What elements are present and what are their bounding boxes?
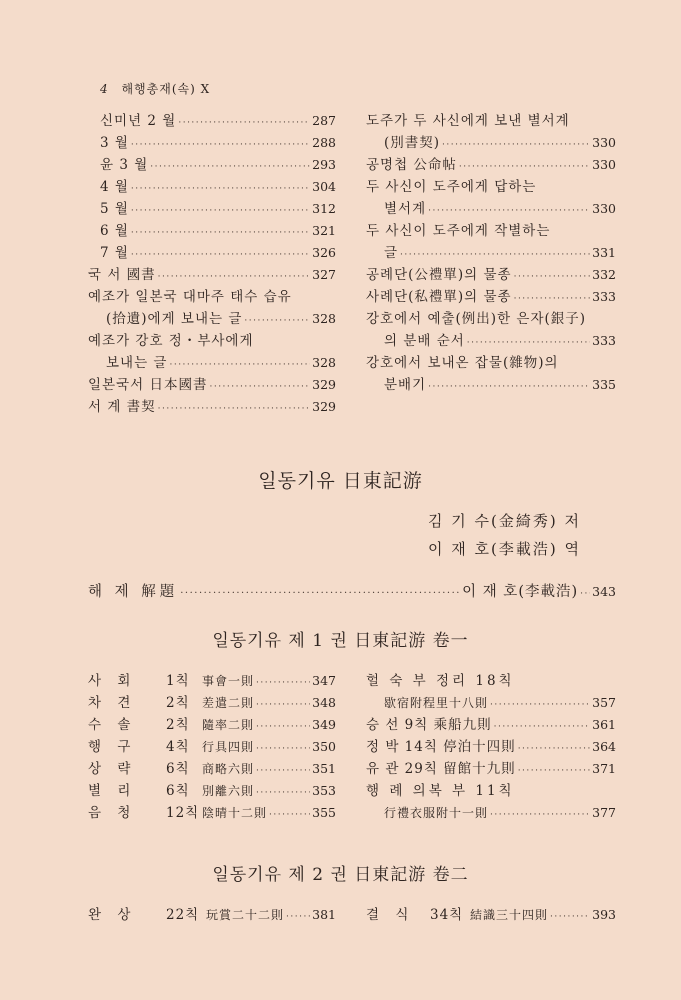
toc-entry: 서 계 書契 ····· 329 [88,396,336,418]
volume1-left-column [88,670,336,824]
volume2-title: 일동기유 제 2 권 日東記游 卷二 [212,865,469,885]
intro-entry: 해 제 解題 ····· 이 재 호(李載浩) ····· 343 [88,580,616,601]
toc-entry: 공례단(公禮單)의 물종 ····· 332 [366,264,616,286]
toc-entry-continued: 분배기 ····· 335 [366,374,616,396]
chapter-entry-continued: 行禮衣服附十一則 ····· 377 [366,802,616,824]
series-title: 해행총재(속) X [121,82,211,96]
volume2-right-column [366,904,616,926]
toc-entry: 강호에서 예출(例出)한 은자(銀子) [366,311,587,327]
toc-entry: 국 서 國書 ····· 327 [88,264,336,286]
toc-entry: 7 월 ····· 326 [88,242,336,264]
toc-entry: 3 월 ····· 288 [88,132,336,154]
toc-entry-continued: 글 ····· 331 [366,242,616,264]
toc-entry: 사례단(私禮單)의 물종 ····· 333 [366,286,616,308]
toc-entry-continued: (別書契) ····· 330 [366,132,616,154]
toc-entry: 일본국서 日本國書 ····· 329 [88,374,336,396]
translator-line: 이 재 호(李載浩) 역 [428,540,581,558]
chapter-entry: 차 견 2칙 差遣二則 ····· 348 [88,692,336,714]
toc-entry: 도주가 두 사신에게 보낸 별서계 [366,113,570,129]
chapter-entry: 완 상 22칙 玩賞二十二則 ····· 381 [88,904,336,926]
page-number: 4 [100,82,109,96]
chapter-entry: 승 선 9칙 乘船九則 ····· 361 [366,714,616,736]
running-header [100,80,210,97]
toc-entry-continued: 별서계 ····· 330 [366,198,616,220]
toc-entry: 공명첩 公命帖 ····· 330 [366,154,616,176]
toc-entry: 윤 3 월 ····· 293 [88,154,336,176]
toc-entry: 예조가 일본국 대마주 태수 습유 [88,289,292,305]
chapter-entry: 정 박 14칙 停泊十四則 ····· 364 [366,736,616,758]
toc-entry: 5 월 ····· 312 [88,198,336,220]
toc-entry-continued: 의 분배 순서 ····· 333 [366,330,616,352]
toc-entry: 강호에서 보내온 잡물(雜物)의 [366,355,559,371]
volume1-title: 일동기유 제 1 권 日東記游 卷一 [212,631,469,651]
volume1-right-column [366,670,616,824]
chapter-entry: 별 리 6칙 別離六則 ····· 353 [88,780,336,802]
chapter-entry: 상 략 6칙 商略六則 ····· 351 [88,758,336,780]
chapter-entry: 행 구 4칙 行具四則 ····· 350 [88,736,336,758]
toc-entry: 예조가 강호 정・부사에게 [88,333,254,349]
chapter-entry: 수 솔 2칙 隨率二則 ····· 349 [88,714,336,736]
chapter-entry: 유 관 29칙 留館十九則 ····· 371 [366,758,616,780]
chapter-entry: 음 청 12칙 陰晴十二則 ····· 355 [88,802,336,824]
toc-entry-continued: (拾遺)에게 보내는 글 ····· 328 [88,308,336,330]
toc-entry: 6 월 ····· 321 [88,220,336,242]
chapter-entry: 행 례 의복 부 11칙 [366,783,515,799]
section-title: 일동기유 日東記游 [258,470,423,492]
toc-right-column [366,110,616,396]
chapter-entry: 결 식 34칙 結識三十四則 ····· 393 [366,904,616,926]
chapter-entry: 사 회 1칙 事會一則 ····· 347 [88,670,336,692]
toc-entry: 4 월 ····· 304 [88,176,336,198]
volume2-left-column [88,904,336,926]
toc-left-column [88,110,336,418]
toc-entry-continued: 보내는 글 ····· 328 [88,352,336,374]
toc-entry: 신미년 2 월 ····· 287 [88,110,336,132]
chapter-entry-continued: 歇宿附程里十八則 ····· 357 [366,692,616,714]
toc-entry: 두 사신이 도주에게 답하는 [366,179,537,195]
toc-entry: 두 사신이 도주에게 작별하는 [366,223,551,239]
author-line: 김 기 수(金綺秀) 저 [428,512,581,530]
chapter-entry: 헐 숙 부 정리 18칙 [366,673,515,689]
